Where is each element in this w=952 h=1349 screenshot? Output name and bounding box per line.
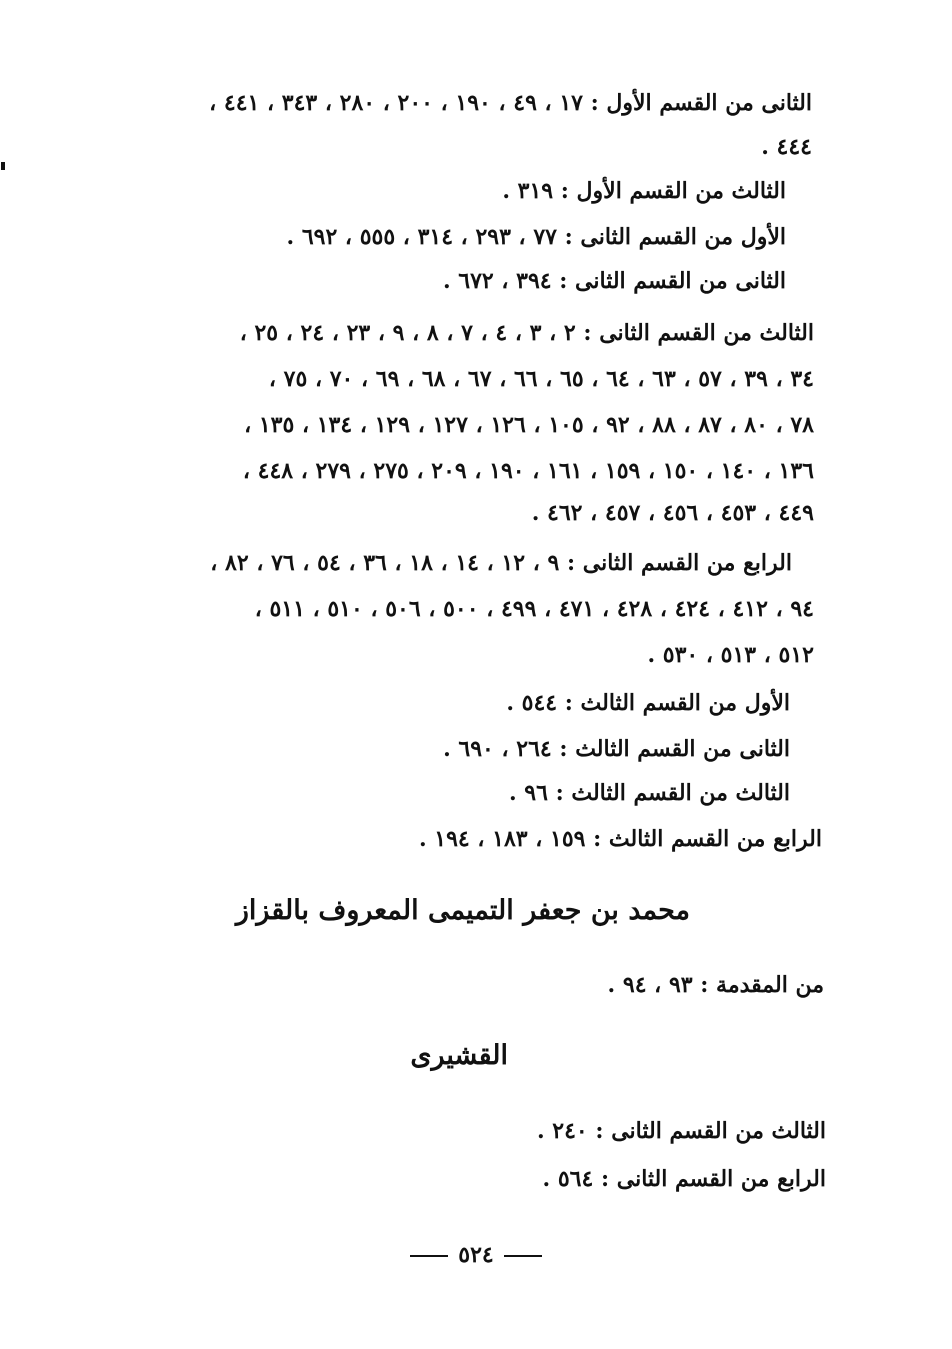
- scan-mark: [1, 162, 5, 170]
- index-line: الثالث من القسم الثانى : ٢٤٠ .: [536, 1118, 826, 1144]
- index-line: الثانى من القسم الثانى : ٣٩٤ ، ٦٧٢ .: [442, 268, 786, 294]
- index-line: من المقدمة : ٩٣ ، ٩٤ .: [607, 972, 824, 998]
- index-line: ٣٤ ، ٣٩ ، ٥٧ ، ٦٣ ، ٦٤ ، ٦٥ ، ٦٦ ، ٦٧ ، ٦٨ ، ٦٩ ، ٧٠ ، ٧٥ ،: [268, 366, 814, 392]
- section-heading: محمد بن جعفر التميمى المعروف بالقزاز: [235, 895, 690, 926]
- section-heading: القشيرى: [410, 1040, 508, 1071]
- dash-decoration: [504, 1255, 542, 1257]
- dash-decoration: [410, 1255, 448, 1257]
- index-line: الثالث من القسم الثالث : ٩٦ .: [508, 780, 790, 806]
- index-line: ٥١٢ ، ٥١٣ ، ٥٣٠ .: [647, 642, 814, 668]
- index-line: ٧٨ ، ٨٠ ، ٨٧ ، ٨٨ ، ٩٢ ، ١٠٥ ، ١٢٦ ، ١٢٧ ، ١٢٩ ، ١٣٤ ، ١٣٥ ،: [244, 412, 814, 438]
- index-line: الأول من القسم الثانى : ٧٧ ، ٢٩٣ ، ٣١٤ ، ٥٥٥ ، ٦٩٢ .: [286, 224, 786, 250]
- index-line: الرابع من القسم الثانى : ٥٦٤ .: [542, 1166, 826, 1192]
- index-line: ٩٤ ، ٤١٢ ، ٤٢٤ ، ٤٢٨ ، ٤٧١ ، ٤٩٩ ، ٥٠٠ ، ٥٠٦ ، ٥١٠ ، ٥١١ ،: [254, 596, 814, 622]
- index-line: ٤٤٩ ، ٤٥٣ ، ٤٥٦ ، ٤٥٧ ، ٤٦٢ .: [531, 500, 814, 526]
- index-line: الرابع من القسم الثانى : ٩ ، ١٢ ، ١٤ ، ١٨ ، ٣٦ ، ٥٤ ، ٧٦ ، ٨٢ ،: [210, 550, 792, 576]
- index-line: ١٣٦ ، ١٤٠ ، ١٥٠ ، ١٥٩ ، ١٦١ ، ١٩٠ ، ٢٠٩ ، ٢٧٥ ، ٢٧٩ ، ٤٤٨ ،: [242, 458, 814, 484]
- index-line: الأول من القسم الثالث : ٥٤٤ .: [506, 690, 790, 716]
- index-line: الثانى من القسم الأول : ١٧ ، ٤٩ ، ١٩٠ ، ٢٠٠ ، ٢٨٠ ، ٣٤٣ ، ٤٤١ ،: [209, 90, 812, 116]
- index-line: ٤٤٤ .: [761, 134, 812, 160]
- page-number: [0, 1240, 952, 1270]
- index-line: الثالث من القسم الثانى : ٢ ، ٣ ، ٤ ، ٧ ، ٨ ، ٩ ، ٢٣ ، ٢٤ ، ٢٥ ،: [239, 320, 814, 346]
- index-line: الثالث من القسم الأول : ٣١٩ .: [502, 178, 786, 204]
- index-line: الرابع من القسم الثالث : ١٥٩ ، ١٨٣ ، ١٩٤ .: [418, 826, 822, 852]
- page-number-text: ٥٢٤: [458, 1242, 494, 1268]
- index-line: الثانى من القسم الثالث : ٢٦٤ ، ٦٩٠ .: [443, 736, 790, 762]
